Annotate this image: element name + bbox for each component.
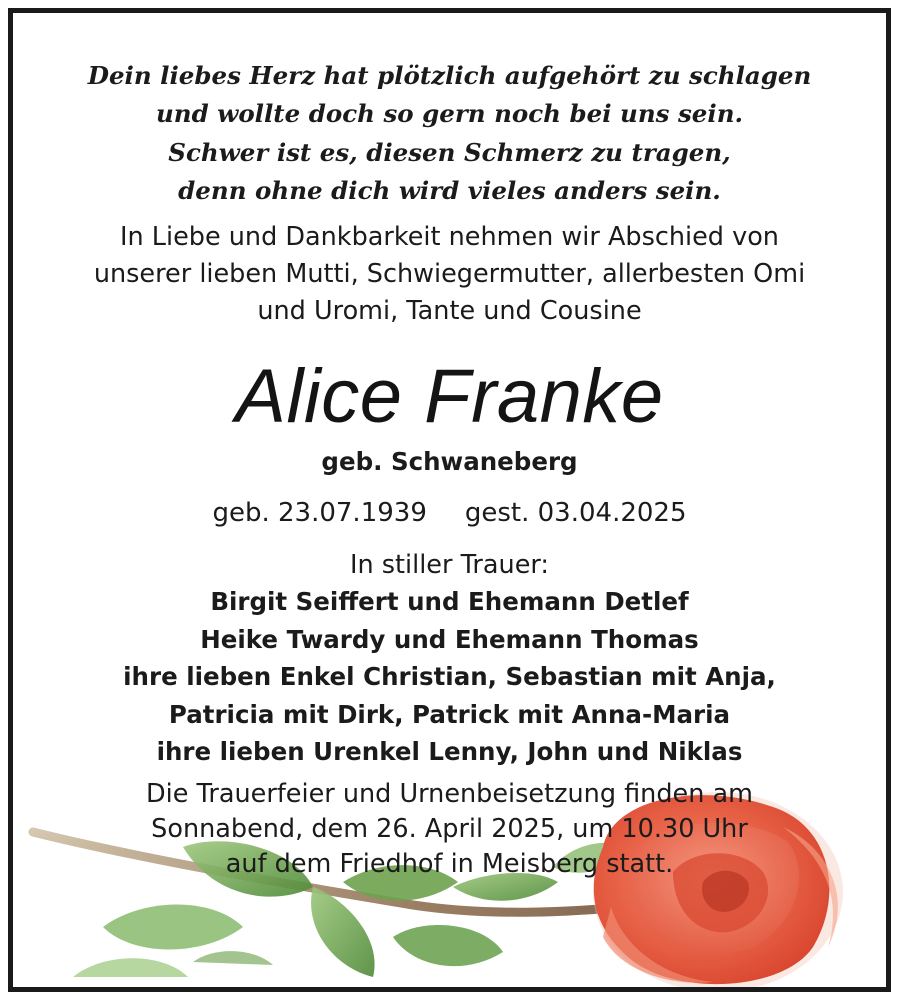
- service-info: [13, 777, 886, 882]
- obituary-content: [13, 13, 886, 987]
- mourner-line: Birgit Seiffert und Ehemann Detlef: [210, 587, 689, 616]
- intro-line: und Uromi, Tante und Cousine: [257, 296, 642, 326]
- life-dates: [13, 493, 886, 533]
- poem-line: Dein liebes Herz hat plötzlich aufgehört zu schlagen: [87, 61, 812, 90]
- mourner-line: ihre lieben Enkel Christian, Sebastian mit Anja,: [123, 662, 776, 691]
- maiden-name: geb. Schwaneberg: [321, 447, 578, 476]
- poem-line: denn ohne dich wird vieles anders sein.: [178, 175, 721, 205]
- birth-date: geb. 23.07.1939: [212, 498, 427, 528]
- poem-line: und wollte doch so gern noch bei uns sein.: [155, 99, 744, 129]
- obituary-frame: [8, 8, 891, 992]
- death-date: gest. 03.04.2025: [464, 498, 687, 528]
- mourner-line: Heike Twardy und Ehemann Thomas: [200, 624, 699, 654]
- service-line: Die Trauerfeier und Urnenbeisetzung finden am: [146, 779, 753, 809]
- poem-line: Schwer ist es, diesen Schmerz zu tragen,: [168, 137, 731, 167]
- memorial-poem: [13, 57, 886, 210]
- mourner-line: ihre lieben Urenkel Lenny, John und Niklas: [156, 737, 743, 766]
- mourners-list: [13, 583, 886, 771]
- mourners-heading: In stiller Trauer:: [349, 550, 550, 580]
- service-line: Sonnabend, dem 26. April 2025, um 10.30 Uhr: [151, 814, 748, 844]
- farewell-intro: [13, 219, 886, 330]
- service-line: auf dem Friedhof in Meisberg statt.: [225, 849, 674, 879]
- intro-line: In Liebe und Dankbarkeit nehmen wir Abschied von: [120, 222, 779, 252]
- intro-line: unserer lieben Mutti, Schwiegermutter, allerbesten Omi: [93, 259, 806, 289]
- mourner-line: Patricia mit Dirk, Patrick mit Anna-Maria: [168, 699, 731, 729]
- deceased-name: Alice Franke: [235, 354, 664, 439]
